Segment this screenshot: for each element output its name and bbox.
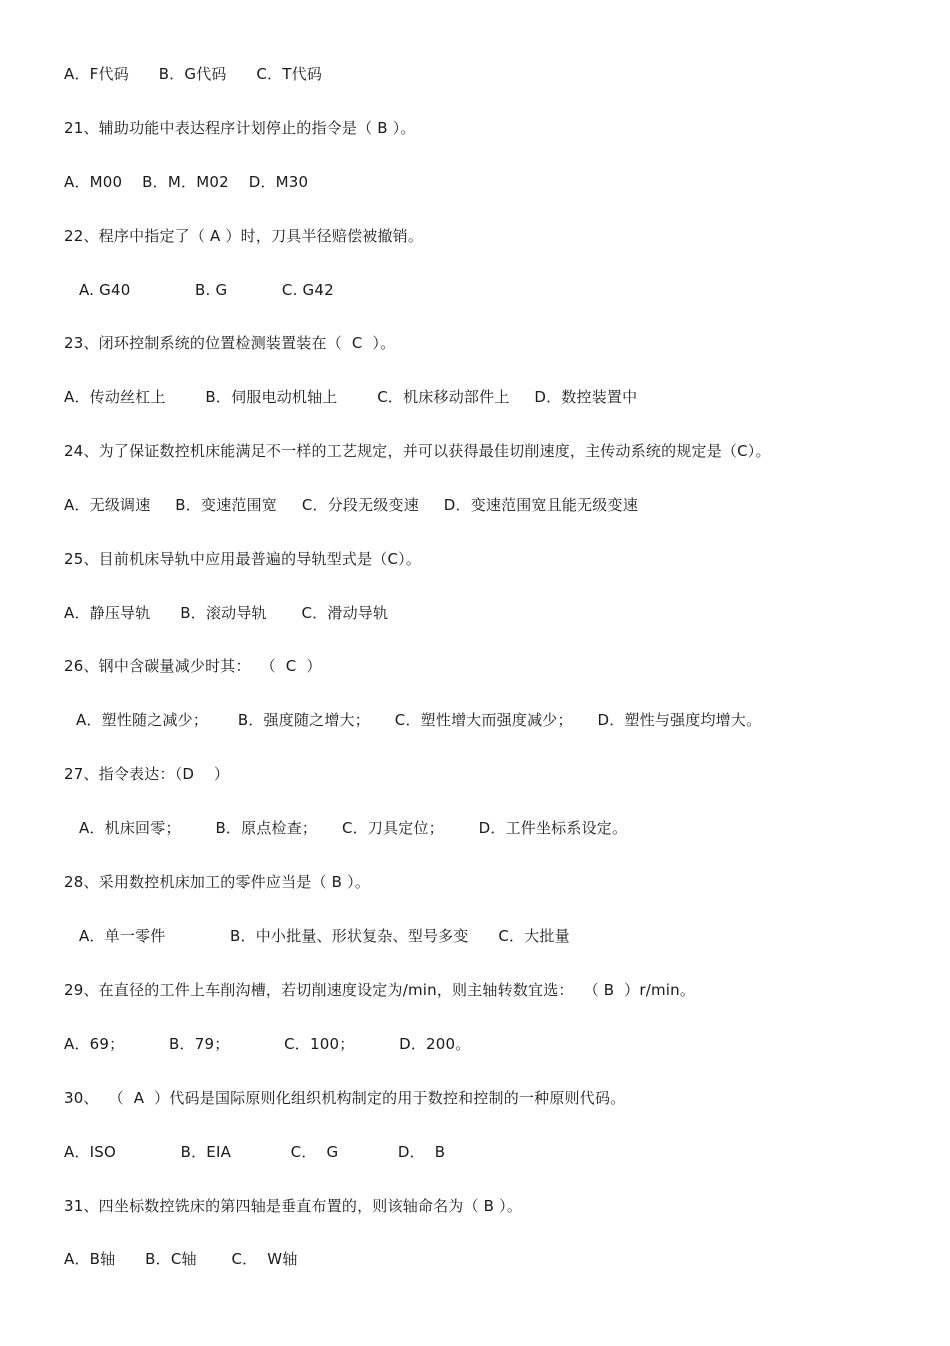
question-21: 21、辅助功能中表达程序计划停止的指令是（ B ）。 [64,119,416,137]
question-23: 23、闭环控制系统的位置检测装置装在（ C ）。 [64,334,396,352]
answer-options-31: A．B轴 B．C轴 C． W轴 [64,1250,298,1268]
question-25: 25、目前机床导轨中应用最普遍的导轨型式是（C）。 [64,550,422,568]
answer-options-26: A．塑性随之减少； B．强度随之增大； C．塑性增大而强度减少； D．塑性与强度均增大。 [76,711,762,729]
question-26: 26、钢中含碳量减少时其： （ C ） [64,657,322,675]
answer-options-20: A．F代码 B．G代码 C．T代码 [64,65,323,83]
question-29: 29、在直径的工件上车削沟槽，若切削速度设定为/min，则主轴转数宜选： （ B ）r/min。 [64,981,696,999]
question-30: 30、 （ A ）代码是国际原则化组织机构制定的用于数控和控制的一种原则代码。 [64,1089,626,1107]
question-22: 22、程序中指定了（ A ）时，刀具半径赔偿被撤销。 [64,227,424,245]
answer-options-24: A．无级调速 B．变速范围宽 C．分段无级变速 D．变速范围宽且能无级变速 [64,496,638,514]
answer-options-21: A．M00 B．M．M02 D．M30 [64,173,309,191]
answer-options-22: A. G40 B. G C. G42 [79,281,334,299]
answer-options-23: A．传动丝杠上 B．伺服电动机轴上 C．机床移动部件上 D．数控装置中 [64,388,638,406]
question-27: 27、指令表达：（D ） [64,765,230,783]
answer-options-28: A．单一零件 B．中小批量、形状复杂、型号多变 C．大批量 [79,927,570,945]
answer-options-25: A．静压导轨 B．滚动导轨 C．滑动导轨 [64,604,389,622]
question-24: 24、为了保证数控机床能满足不一样的工艺规定，并可以获得最佳切削速度，主传动系统的规定是（C）。 [64,442,771,460]
answer-options-30: A．ISO B．EIA C． G D． B [64,1143,446,1161]
answer-options-27: A．机床回零； B．原点检查； C．刀具定位； D．工件坐标系设定。 [79,819,628,837]
answer-options-29: A．69； B．79； C．100； D．200。 [64,1035,471,1053]
question-31: 31、四坐标数控铣床的第四轴是垂直布置的，则该轴命名为（ B ）。 [64,1197,523,1215]
question-28: 28、采用数控机床加工的零件应当是（ B ）。 [64,873,371,891]
